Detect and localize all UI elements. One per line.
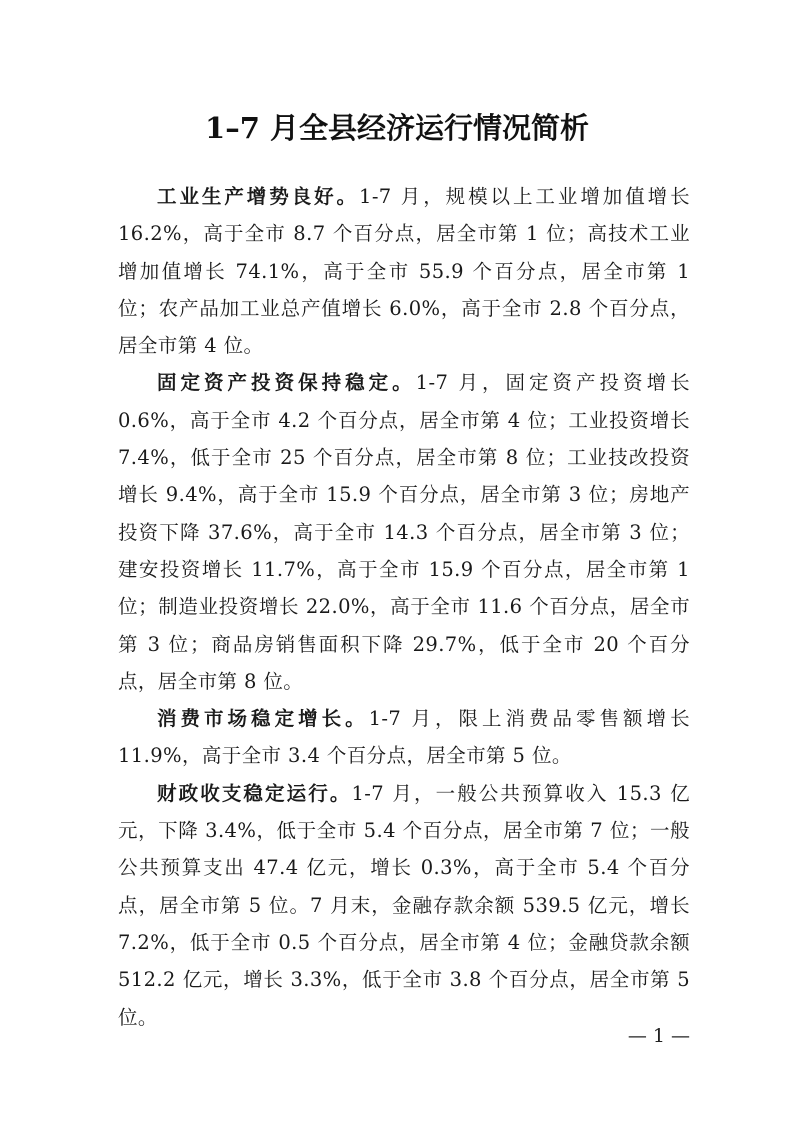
page-number: — 1 — [627,1025,690,1047]
paragraph-consumer-market [118,700,690,775]
paragraph-heading: 固定资产投资保持稳定。 [157,371,416,395]
paragraph-heading: 工业生产增势良好。 [157,185,360,208]
paragraph-text: 1-7 月，限上消费品零售额增长 11.9%，高于全市 3.4 个百分点，居全市第 5 位。 [118,707,690,768]
paragraph-text: 1-7 月，一般公共预算收入 15.3 亿元，下降 3.4%，低于全市 5.4 个百分点，居全市第 7 位；一般公共预算支出 47.4 亿元，增长 0.3%，高于全市 5.4 个百分点，居全市第 5 位。7 月末，金融存款余额 539.5 亿元，增长 7.2%，低于全市 0.5 个百分点，居全市第 4 位；金融贷款余额 512.2 亿元，增长 3.3%，低于全市 3.8 个百分点，居全市第 5 位。 [118,781,690,1029]
paragraph-industrial-production [118,178,690,364]
paragraph-heading: 消费市场稳定增长。 [157,707,369,731]
document-title: 1–7 月全县经济运行情况简析 [205,111,589,145]
paragraph-fiscal-revenue-expenditure [118,775,690,1036]
paragraph-text: 1-7 月，规模以上工业增加值增长 16.2%，高于全市 8.7 个百分点，居全市第 1 位；高技术工业增加值增长 74.1%，高于全市 55.9 个百分点，居全市第 1 位；农产品加工业总产值增长 6.0%，高于全市 2.8 个百分点，居全市第 4 位。 [118,185,690,358]
paragraph-fixed-asset-investment [118,364,690,700]
paragraph-heading: 财政收支稳定运行。 [157,781,352,805]
document-body [118,178,690,1036]
paragraph-text: 1-7 月，固定资产投资增长 0.6%，高于全市 4.2 个百分点，居全市第 4 位；工业投资增长 7.4%，低于全市 25 个百分点，居全市第 8 位；工业技改投资增长 9.4%，高于全市 15.9 个百分点，居全市第 3 位；房地产投资下降 37.6%，高于全市 14.3 个百分点，居全市第 3 位；建安投资增长 11.7%，高于全市 15.9 个百分点，居全市第 1 位；制造业投资增长 22.0%，高于全市 11.6 个百分点，居全市第 3 位；商品房销售面积下降 29.7%，低于全市 20 个百分点，居全市第 8 位。 [118,371,690,693]
